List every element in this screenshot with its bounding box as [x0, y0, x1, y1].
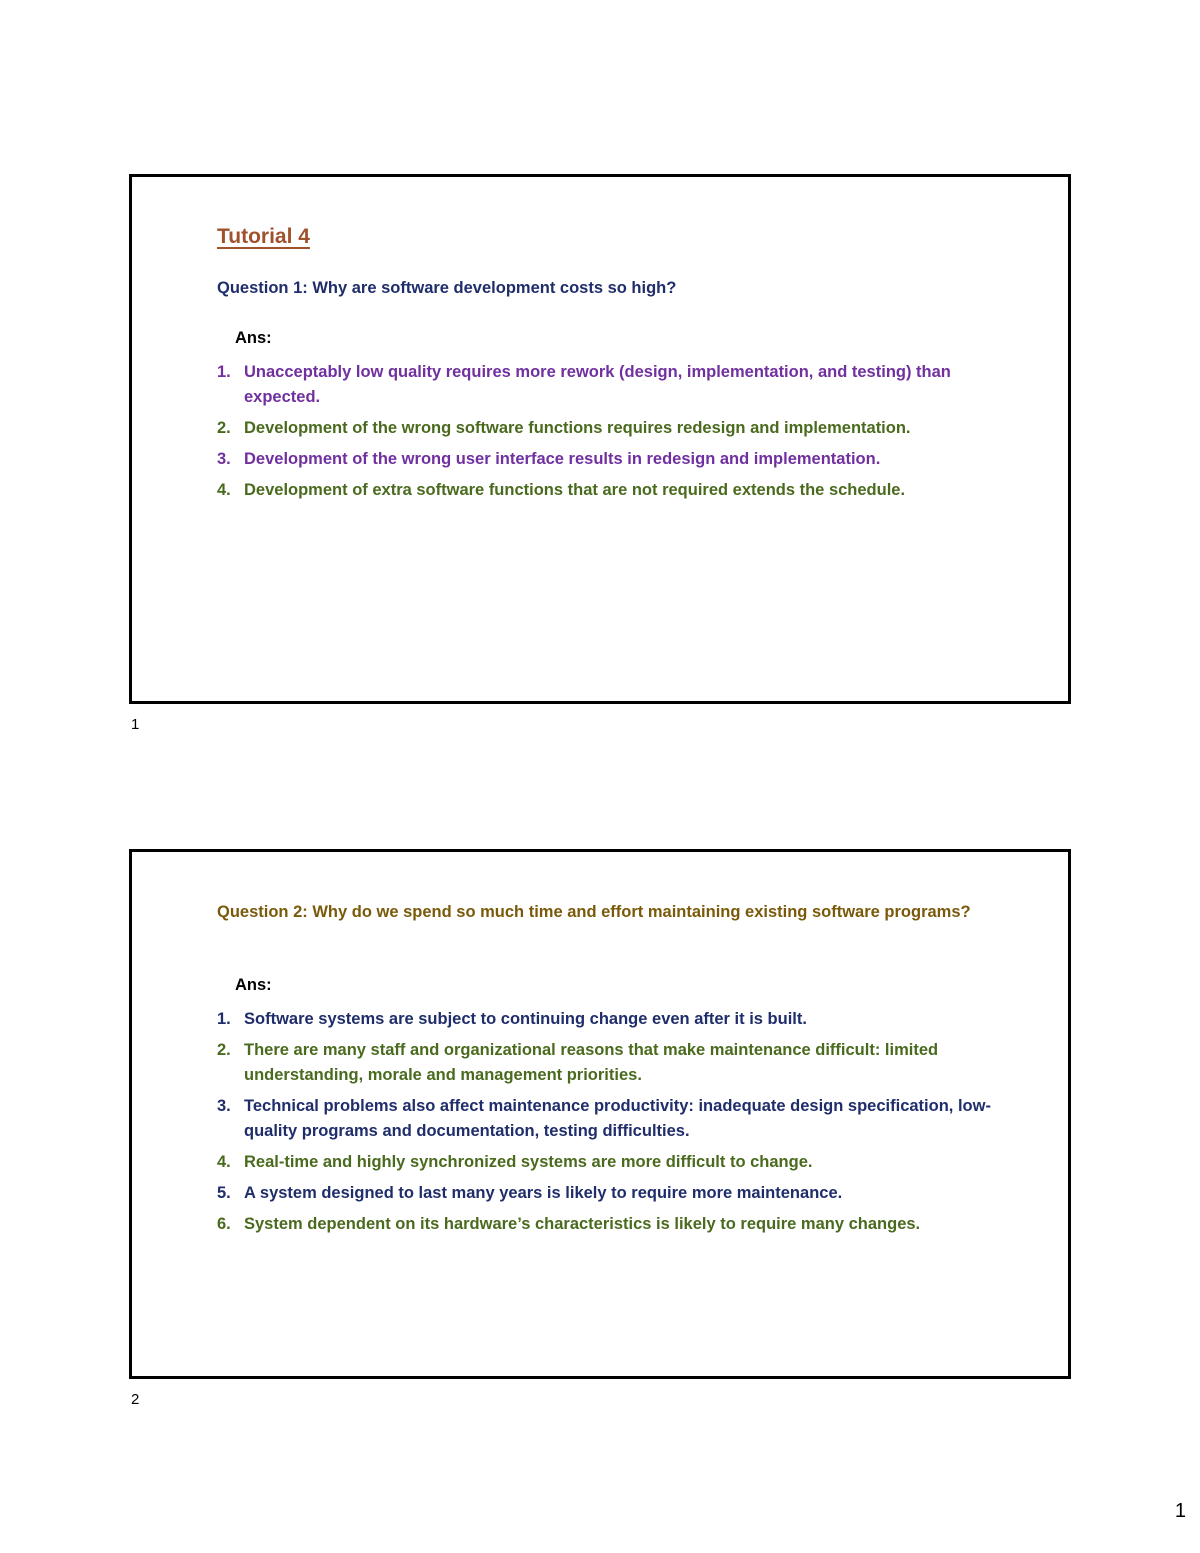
- slide-number-1: 1: [131, 716, 140, 733]
- list-item-text: Development of the wrong user interface results in redesign and implementation.: [244, 450, 881, 468]
- list-item: [217, 1150, 1008, 1175]
- list-item-number: 3.: [217, 450, 231, 468]
- list-item: [217, 360, 1008, 410]
- list-item-text: Software systems are subject to continuing change even after it is built.: [244, 1010, 807, 1028]
- question-2: Question 2: Why do we spend so much time and effort maintaining existing software programs?: [217, 903, 971, 921]
- answer-list-2: [217, 1007, 1008, 1243]
- list-item-number: 2.: [217, 419, 231, 437]
- ans-label-2: Ans:: [235, 976, 272, 994]
- list-item-text: Unacceptably low quality requires more rework (design, implementation, and testing) than expected.: [244, 363, 951, 406]
- list-item-number: 2.: [217, 1041, 231, 1059]
- list-item-number: 3.: [217, 1097, 231, 1115]
- list-item-text: Real-time and highly synchronized systems are more difficult to change.: [244, 1153, 813, 1171]
- slide-1: [129, 174, 1071, 704]
- list-item-text: There are many staff and organizational reasons that make maintenance difficult: limited understanding, morale and management priorities.: [244, 1041, 939, 1084]
- list-item: [217, 1007, 1008, 1032]
- list-item-text: Development of the wrong software functions requires redesign and implementation.: [244, 419, 911, 437]
- list-item: [217, 1094, 1008, 1144]
- list-item-number: 1.: [217, 1010, 231, 1028]
- list-item-text: Development of extra software functions that are not required extends the schedule.: [244, 481, 906, 499]
- list-item: [217, 416, 1008, 441]
- list-item-number: 5.: [217, 1184, 231, 1202]
- list-item-number: 4.: [217, 481, 231, 499]
- slide-2: [129, 849, 1071, 1379]
- page-number: 1: [1174, 1500, 1186, 1522]
- tutorial-title: Tutorial 4: [217, 225, 310, 248]
- answer-list-1: [217, 360, 1008, 509]
- list-item: [217, 478, 1008, 503]
- slide-number-2: 2: [131, 1391, 140, 1408]
- list-item: [217, 1212, 1008, 1237]
- list-item-text: Technical problems also affect maintenance productivity: inadequate design specification, low-quality programs and documentation, testing difficulties.: [244, 1097, 991, 1140]
- list-item-text: A system designed to last many years is likely to require more maintenance.: [244, 1184, 843, 1202]
- ans-label-1: Ans:: [235, 329, 272, 347]
- question-1: Question 1: Why are software development costs so high?: [217, 279, 677, 297]
- list-item: [217, 1181, 1008, 1206]
- list-item: [217, 1038, 1008, 1088]
- list-item-number: 6.: [217, 1215, 231, 1233]
- list-item-number: 1.: [217, 363, 231, 381]
- list-item-text: System dependent on its hardware’s characteristics is likely to require many changes.: [244, 1215, 921, 1233]
- list-item-number: 4.: [217, 1153, 231, 1171]
- list-item: [217, 447, 1008, 472]
